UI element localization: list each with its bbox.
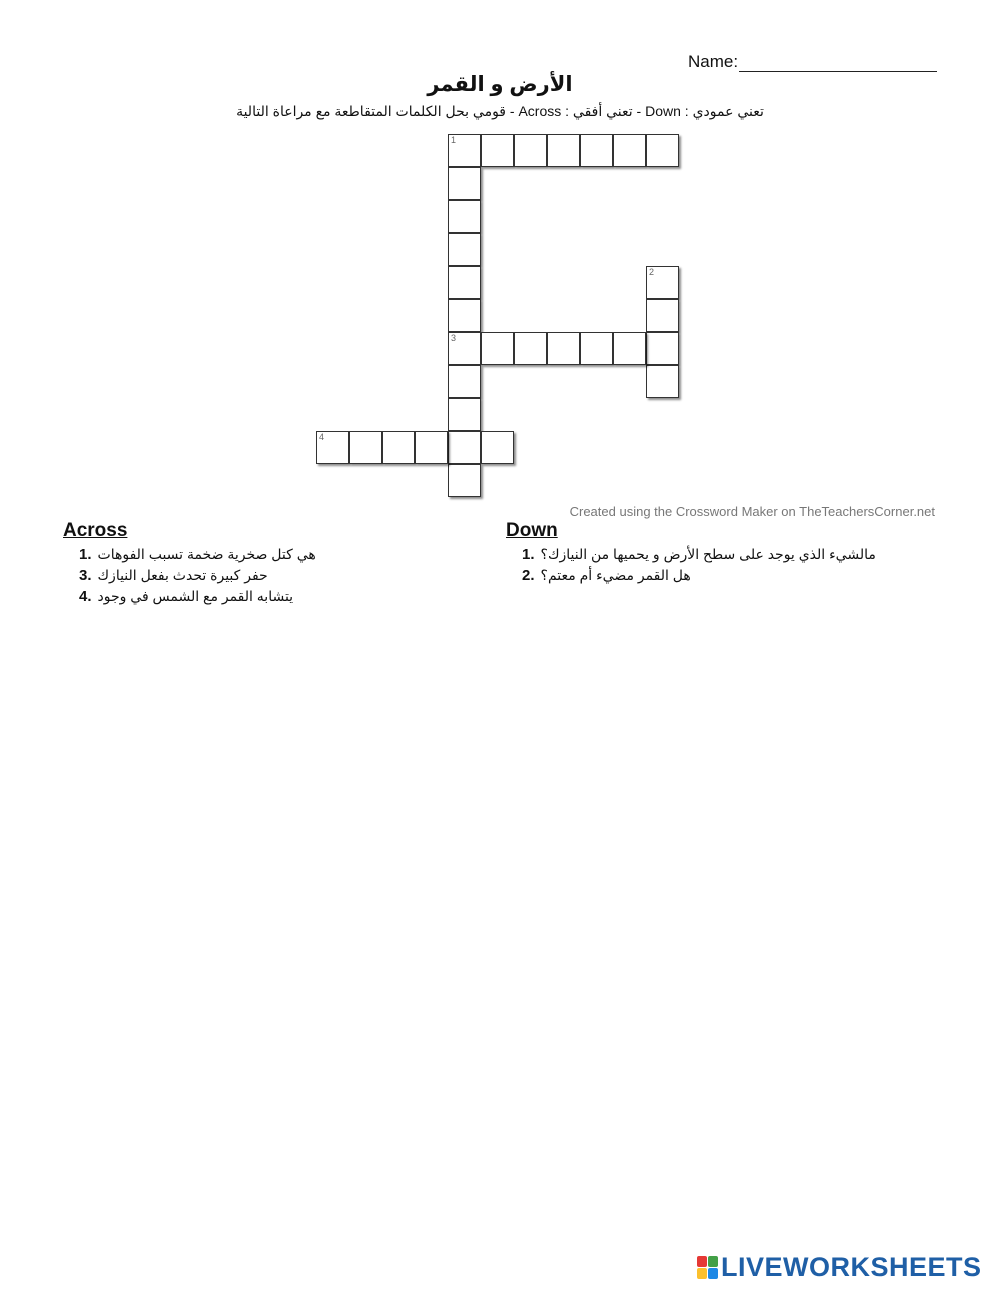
- clue-item: [522, 544, 876, 565]
- crossword-cell[interactable]: [448, 431, 481, 464]
- clue-number: 4.: [79, 588, 92, 605]
- crossword-cell[interactable]: [481, 332, 514, 365]
- cell-number: 1: [451, 135, 457, 145]
- across-heading: Across: [63, 520, 128, 541]
- logo-square: [697, 1268, 707, 1279]
- crossword-cell[interactable]: [382, 431, 415, 464]
- crossword-cell[interactable]: [646, 134, 679, 167]
- logo-square: [708, 1268, 718, 1279]
- crossword-cell[interactable]: [481, 134, 514, 167]
- across-clues: [63, 520, 316, 607]
- crossword-cell[interactable]: [448, 200, 481, 233]
- logo-square: [708, 1256, 718, 1267]
- crossword-cell[interactable]: [646, 365, 679, 398]
- crossword-grid: [0, 0, 1000, 520]
- logo-icon: [697, 1256, 718, 1279]
- clue-text: هي كتل صخرية ضخمة تسبب الفوهات: [97, 546, 316, 562]
- crossword-cell[interactable]: [448, 233, 481, 266]
- crossword-cell[interactable]: [448, 332, 481, 365]
- crossword-cell[interactable]: [646, 332, 679, 365]
- crossword-cell[interactable]: [448, 167, 481, 200]
- crossword-cell[interactable]: [415, 431, 448, 464]
- cell-number: 4: [319, 432, 325, 442]
- clue-text: يتشابه القمر مع الشمس في وجود: [97, 588, 294, 604]
- clue-number: 2.: [522, 567, 535, 584]
- crossword-cell[interactable]: [547, 332, 580, 365]
- crossword-cell[interactable]: [613, 332, 646, 365]
- crossword-cell[interactable]: [448, 134, 481, 167]
- crossword-cell[interactable]: [448, 299, 481, 332]
- crossword-cell[interactable]: [646, 266, 679, 299]
- page-title: الأرض و القمر: [427, 73, 573, 96]
- crossword-cell[interactable]: [514, 332, 547, 365]
- clue-item: [79, 544, 316, 565]
- crossword-cell[interactable]: [448, 365, 481, 398]
- crossword-cell[interactable]: [580, 332, 613, 365]
- crossword-cell[interactable]: [547, 134, 580, 167]
- clue-number: 1.: [79, 546, 92, 563]
- clue-item: [79, 586, 316, 607]
- logo-text: LIVEWORKSHEETS: [721, 1252, 982, 1282]
- clue-number: 1.: [522, 546, 535, 563]
- clue-item: [522, 565, 876, 586]
- clue-item: [79, 565, 316, 586]
- crossword-cell[interactable]: [448, 398, 481, 431]
- instructions: تعني عمودي : Down - تعني أفقي : Across - قومي بحل الكلمات المتقاطعة مع مراعاة التالية: [236, 103, 764, 119]
- clue-text: هل القمر مضيء أم معتم؟: [540, 567, 691, 583]
- crossword-cell[interactable]: [514, 134, 547, 167]
- crossword-cell[interactable]: [646, 299, 679, 332]
- logo-square: [697, 1256, 707, 1267]
- cell-number: 3: [451, 333, 457, 343]
- down-heading: Down: [506, 520, 558, 541]
- crossword-cell[interactable]: [580, 134, 613, 167]
- clue-text: حفر كبيرة تحدث بفعل النيازك: [97, 567, 268, 583]
- name-label: Name:: [688, 52, 739, 71]
- down-clues: [506, 520, 876, 586]
- clue-text: مالشيء الذي يوجد على سطح الأرض و يحميها من النيازك؟: [540, 546, 876, 562]
- crossword-cell[interactable]: [448, 464, 481, 497]
- crossword-cell[interactable]: [613, 134, 646, 167]
- liveworksheets-logo: [697, 1252, 982, 1283]
- crossword-cell[interactable]: [481, 431, 514, 464]
- cell-number: 2: [649, 267, 655, 277]
- crossword-cell[interactable]: [349, 431, 382, 464]
- crossword-cell[interactable]: [316, 431, 349, 464]
- credit-text: Created using the Crossword Maker on TheTeachersCorner.net: [569, 504, 935, 519]
- crossword-cell[interactable]: [448, 266, 481, 299]
- clue-number: 3.: [79, 567, 92, 584]
